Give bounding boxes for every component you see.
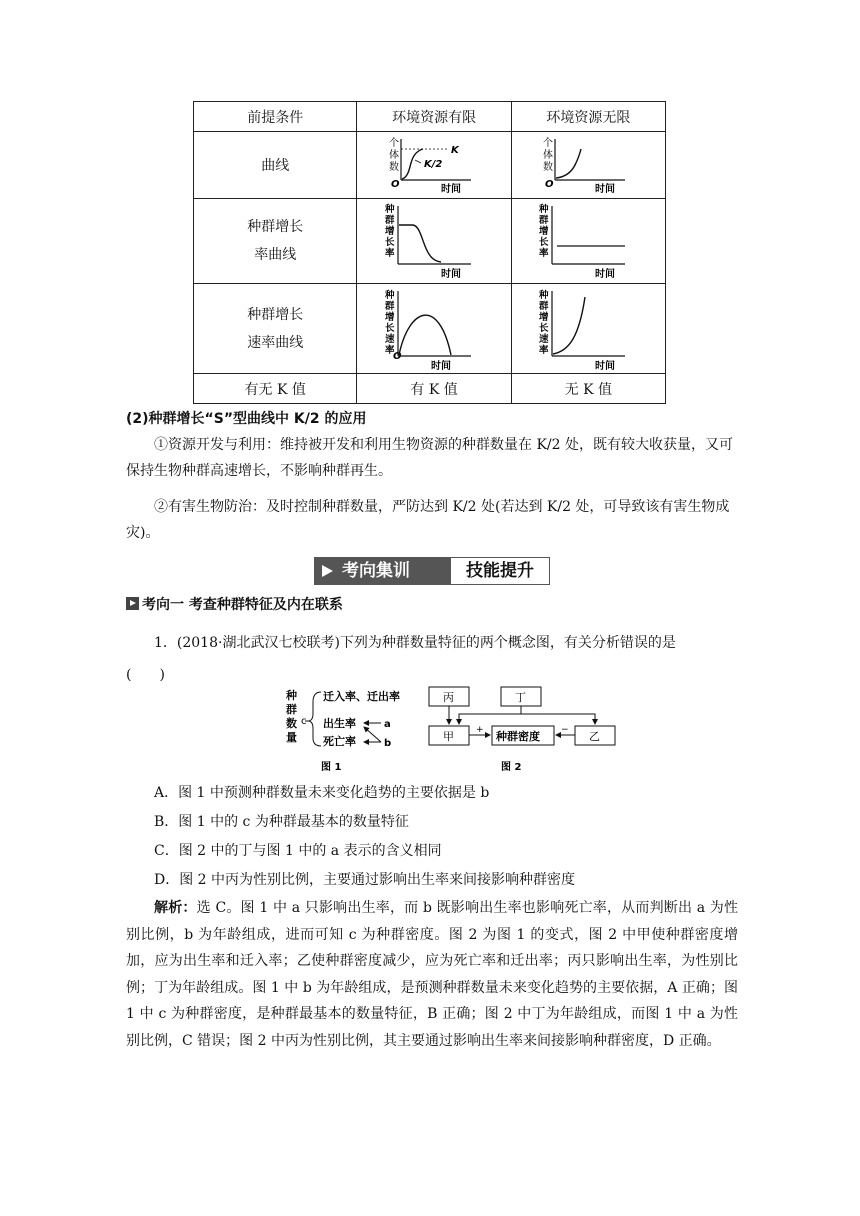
axis-x-label: 时间 (595, 184, 616, 195)
cell-s-curve (357, 132, 511, 199)
axis-y-char: 速 (385, 333, 395, 345)
table-row-rate (194, 199, 666, 284)
axis-y-char: 群 (385, 300, 395, 312)
paragraph-resource: ①资源开发与利用：维持被开发和利用生物资源的种群数量在 K/2 处，既有较大收获量，又可保持生物种群高速增长，不影响种群再生。 (126, 437, 733, 479)
table-row-speed (194, 284, 666, 374)
axis-y-char: 种 (385, 289, 395, 301)
row-label-line: 速率曲线 (247, 334, 304, 351)
fig1-item-death: 死亡率 (323, 735, 356, 748)
axis-y-char: 长 (539, 322, 549, 334)
fig1-item-migration: 迁入率、迁出率 (323, 690, 400, 703)
section-heading: (2)种群增长“S”型曲线中 K/2 的应用 (126, 411, 367, 427)
fig1-left-char: 种 (286, 689, 297, 702)
banner-dark (314, 557, 450, 585)
banner-light-label: 技能提升 (450, 557, 550, 585)
k-label: K (451, 145, 459, 156)
header-premise: 前提条件 (194, 102, 357, 132)
axis-x-label: 时间 (431, 360, 452, 371)
cell-s-speed (357, 284, 511, 374)
axis-y-char: 率 (385, 248, 395, 259)
direction-heading (126, 595, 343, 615)
axis-x-label: 时间 (595, 360, 616, 371)
row-label-rate (194, 199, 357, 284)
fig1-item-birth: 出生率 (323, 717, 356, 730)
axis-origin: O (393, 350, 402, 362)
axis-y-char: 增 (539, 311, 549, 323)
axis-origin: O (391, 179, 400, 190)
axis-y-char: 长 (385, 237, 395, 248)
fig2-arrow-ding-jia (459, 706, 521, 724)
header-unlimited: 环境资源无限 (511, 102, 665, 132)
axis-y-char: 速 (539, 333, 549, 345)
s-curve-graph (379, 135, 489, 195)
s-speed-curve (399, 315, 451, 355)
answer-bracket: ( ) (126, 667, 165, 683)
fig1-c-label: c (301, 716, 307, 727)
cell-j-rate (511, 199, 665, 284)
axis-y-char: 增 (385, 226, 395, 237)
axis-y-char: 种 (539, 204, 549, 215)
row-label-line: 率曲线 (254, 247, 297, 263)
play-box-icon (126, 597, 139, 610)
fig2-ding: 丁 (515, 691, 526, 704)
axis-x-label: 时间 (441, 184, 462, 195)
j-rate-graph (533, 202, 643, 280)
cell-j-speed (511, 284, 665, 374)
fig2-caption: 图 2 (501, 762, 522, 773)
cell-j-curve (511, 132, 665, 199)
j-speed-graph (533, 287, 643, 371)
option-d: D．图 2 中丙为性别比例，主要通过影响出生率来间接影响种群密度 (154, 872, 576, 888)
play-icon (322, 565, 333, 577)
fig1-left-char: 数 (286, 717, 297, 730)
table-header-row (194, 102, 666, 132)
fig2-density: 种群密度 (496, 730, 540, 743)
option-c: C．图 2 中的丁与图 1 中的 a 表示的含义相同 (154, 843, 442, 859)
axis-y-char: 长 (385, 322, 395, 334)
concept-figures-svg (283, 686, 623, 776)
axis-y-char: 群 (539, 300, 549, 312)
s-speed-graph (379, 287, 489, 371)
fig1-arrow-b-birth (364, 727, 381, 742)
axis-y-char: 数 (389, 162, 400, 173)
fig2-bing: 丙 (443, 691, 454, 704)
axis-y-char: 数 (543, 162, 554, 173)
option-b: B．图 1 中的 c 为种群最基本的数量特征 (154, 814, 409, 830)
paragraph-pest: ②有害生物防治：及时控制种群数量，严防达到 K/2 处(若达到 K/2 处，可导致该有害生物成灾)。 (126, 499, 730, 541)
concept-figures (283, 686, 623, 776)
axis-y-char: 种 (539, 289, 549, 301)
fig1-caption: 图 1 (321, 762, 342, 773)
figure-2 (429, 687, 615, 773)
axis-x-label: 时间 (441, 269, 462, 280)
fig1-left-char: 量 (286, 731, 297, 744)
analysis-label: 解析： (154, 900, 197, 916)
cell-s-rate (357, 199, 511, 284)
analysis-text: 选 C。图 1 中 a 只影响出生率，而 b 既影响出生率也影响死亡率，从而判断出 a 为性别比例，b 为年龄组成，进而可知 c 为种群密度。图 2 为图 1 的变式，图 2 中甲使种群密度增加，应为出生率和迁入率；乙使种群密度减少，应为死亡率和迁出率；丙只影响出生率，为性别比例；丁为年龄组成。图 1 中 b 为年龄组成，是预测种群数量未来变化趋势的主要依据，A 正确；图 1 中 c 为种群密度，是种群最基本的数量特征，B 正确；图 2 中丁为年龄组成，而图 1 中 a 为性别比例，C 错误；图 2 中丙为性别比例，其主要通过影响出生率来间接影响种群密度，D 正确。 (126, 900, 738, 1049)
axis-y-char: 体 (543, 150, 554, 161)
j-curve (556, 149, 581, 178)
row-label-line: 种群增长 (247, 306, 304, 323)
fig2-arrow-ding-yi (521, 714, 595, 724)
direction-title: 考向一 考查种群特征及内在联系 (142, 597, 343, 613)
axis-origin: O (545, 179, 554, 190)
header-limited: 环境资源有限 (357, 102, 511, 132)
s-rate-graph (379, 202, 489, 280)
fig1-a-label: a (384, 719, 391, 730)
row-label-k: 有无 K 值 (194, 374, 357, 404)
table-row-curve (194, 132, 666, 199)
cell-k-limited: 有 K 值 (357, 374, 511, 404)
axis-x-label: 时间 (595, 269, 616, 280)
k-half-label: K/2 (424, 159, 443, 170)
analysis-block (126, 895, 738, 1054)
axis-y-char: 率 (539, 344, 549, 356)
banner-dark-label: 考向集训 (342, 561, 410, 581)
s-rate-curve (399, 225, 441, 262)
axis-y-char: 增 (539, 226, 549, 237)
axis-y-char: 个 (389, 138, 400, 149)
s-curve (402, 149, 423, 179)
section-banner (314, 557, 550, 585)
axis-y-char: 率 (539, 248, 549, 259)
axis-y-char: 增 (385, 311, 395, 323)
figure-1 (285, 688, 400, 773)
fig1-left-char: 群 (286, 703, 297, 716)
axis-y-char: 个 (543, 138, 554, 149)
j-speed-curve (553, 297, 585, 354)
cell-k-unlimited: 无 K 值 (511, 374, 665, 404)
fig1-brace (309, 692, 321, 746)
axis-y-char: 种 (385, 204, 395, 215)
fig2-yi: 乙 (589, 730, 600, 743)
fig2-jia: 甲 (443, 730, 454, 743)
j-curve-graph (533, 135, 643, 195)
axis-y-char: 率 (385, 344, 395, 356)
row-label-speed (194, 284, 357, 374)
axis-y-char: 长 (539, 237, 549, 248)
table-row-k (194, 374, 666, 404)
axis-y-char: 群 (385, 215, 395, 226)
axis-y-char: 体 (389, 150, 400, 161)
fig2-plus: + (476, 725, 484, 735)
fig1-b-label: b (384, 738, 392, 749)
growth-curve-table (193, 101, 666, 404)
row-label-curve: 曲线 (194, 132, 357, 199)
k-half-pointer (415, 160, 421, 163)
axis-y-char: 群 (539, 215, 549, 226)
row-label-line: 种群增长 (247, 219, 304, 235)
fig2-minus: − (561, 725, 569, 735)
option-a: A．图 1 中预测种群数量未来变化趋势的主要依据是 b (154, 785, 490, 801)
question-stem: 1．(2018·湖北武汉七校联考)下列为种群数量特征的两个概念图，有关分析错误的是 (154, 635, 676, 651)
